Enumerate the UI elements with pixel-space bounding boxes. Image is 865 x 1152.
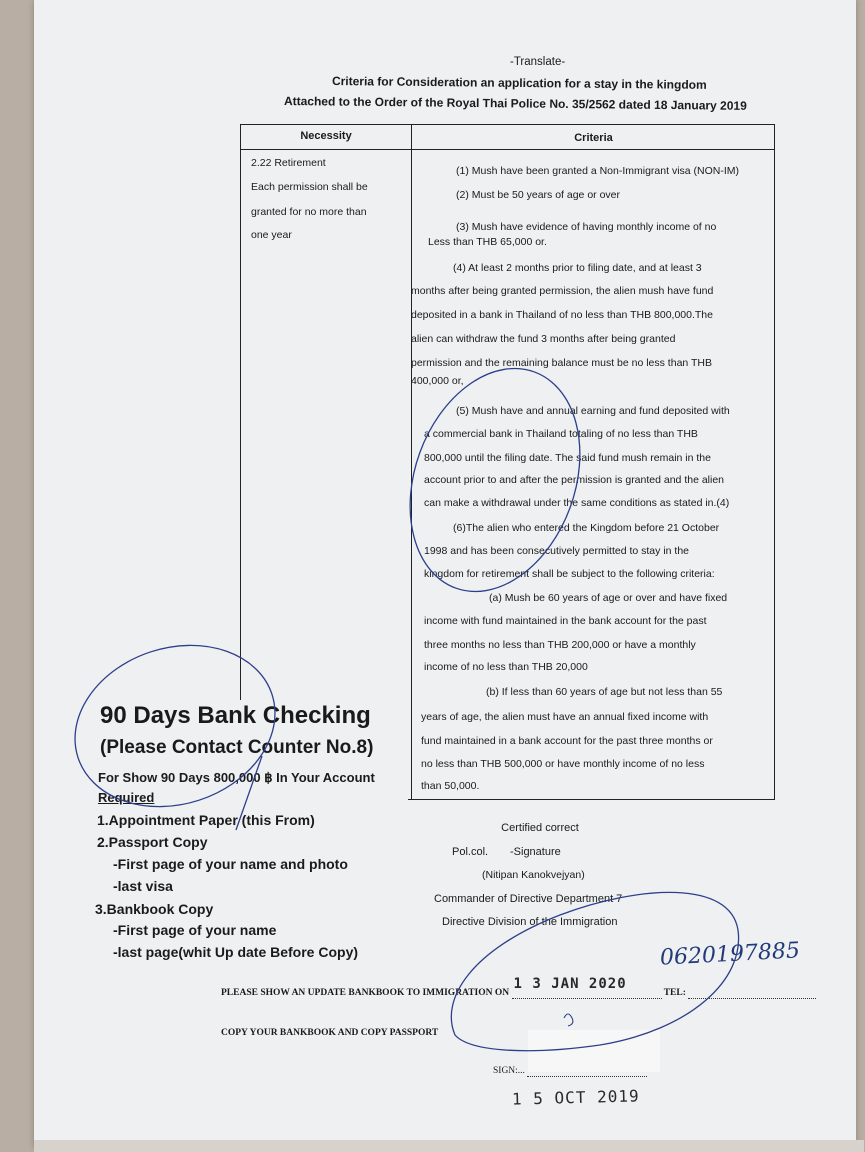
- criteria-line: a commercial bank in Thailand totaling of no less than THB: [424, 428, 698, 440]
- criteria-line: 800,000 until the filing date. The said fund mush remain in the: [424, 452, 711, 464]
- criteria-line: (b) If less than 60 years of age but not less than 55: [486, 686, 723, 698]
- cert-title-1: Commander of Directive Department 7: [434, 893, 623, 905]
- header-line-1: Criteria for Consideration an application for a stay in the kingdom: [331, 74, 707, 92]
- certified-correct: Certified correct: [501, 822, 579, 834]
- criteria-line: income of no less than THB 20,000: [424, 661, 588, 673]
- received-date-stamp: 1 5 OCT 2019: [511, 1086, 640, 1109]
- header-line-2: Attached to the Order of the Royal Thai Police No. 35/2562 dated 18 January 2019: [283, 94, 747, 113]
- update-bankbook-label: PLEASE SHOW AN UPDATE BANKBOOK TO IMMIGRATION ON: [221, 988, 510, 998]
- cert-name: (Nitipan Kanokvejyan): [482, 869, 585, 881]
- notice-required: Required: [98, 790, 155, 805]
- cert-signature: -Signature: [510, 846, 561, 858]
- criteria-line: can make a withdrawal under the same conditions as stated in.(4): [424, 497, 730, 509]
- necessity-line: Each permission shall be: [251, 181, 368, 193]
- required-item: 3.Bankbook Copy: [95, 901, 214, 917]
- cert-title-2: Directive Division of the Immigration: [442, 916, 618, 928]
- criteria-line: (4) At least 2 months prior to filing date, and at least 3: [453, 262, 702, 274]
- column-header-necessity: Necessity: [300, 130, 352, 142]
- criteria-line: Less than THB 65,000 or.: [428, 236, 547, 248]
- pen-circle-notice: [54, 620, 296, 831]
- criteria-line: account prior to and after the permission is granted and the alien: [424, 474, 725, 486]
- sign-label: SIGN:...: [493, 1066, 525, 1076]
- notice-subtitle: (Please Contact Counter No.8): [100, 737, 374, 758]
- required-item: -First page of your name and photo: [113, 856, 348, 872]
- criteria-line: three months no less than THB 200,000 or have a monthly: [424, 639, 696, 651]
- criteria-line: than 50,000.: [421, 780, 480, 792]
- required-item: -last page(whit Up date Before Copy): [113, 944, 359, 960]
- pen-circle-criteria-5: [380, 345, 609, 616]
- required-item: -First page of your name: [113, 922, 277, 938]
- column-header-criteria: Criteria: [574, 132, 613, 144]
- update-date-stamp: 1 3 JAN 2020: [513, 976, 627, 992]
- criteria-line: years of age, the alien must have an annual fixed income with: [421, 711, 709, 723]
- notice-title: 90 Days Bank Checking: [100, 702, 371, 729]
- necessity-line: 2.22 Retirement: [251, 157, 326, 169]
- criteria-line: income with fund maintained in the bank account for the past: [424, 615, 707, 627]
- criteria-line: 1998 and has been consecutively permitted to stay in the: [424, 545, 690, 557]
- criteria-line: permission and the remaining balance must be no less than THB: [411, 357, 712, 369]
- notice-show-amount: For Show 90 Days 800,000 ฿ In Your Account: [98, 770, 375, 785]
- criteria-line: no less than THB 500,000 or have monthly income of no less: [421, 758, 705, 770]
- criteria-line: alien can withdraw the fund 3 months after being granted: [411, 333, 676, 345]
- criteria-line: (1) Mush have been granted a Non-Immigrant visa (NON-IM): [456, 165, 740, 177]
- pen-circle-footer: [451, 892, 738, 1050]
- handwritten-phone: 0620197885: [659, 938, 801, 971]
- necessity-line: granted for no more than: [251, 206, 367, 218]
- pen-mark: [564, 1014, 573, 1026]
- criteria-line: 400,000 or,: [411, 375, 464, 387]
- criteria-line: fund maintained in a bank account for the past three months or: [421, 735, 713, 747]
- criteria-line: months after being granted permission, the alien mush have fund: [411, 285, 714, 297]
- criteria-line: (5) Mush have and annual earning and fund deposited with: [456, 405, 730, 417]
- criteria-line: (2) Must be 50 years of age or over: [456, 189, 620, 201]
- criteria-line: (3) Mush have evidence of having monthly income of no: [456, 221, 717, 233]
- pen-stroke: [236, 756, 262, 830]
- translate-label: -Translate-: [510, 56, 566, 68]
- criteria-line: (a) Mush be 60 years of age or over and have fixed: [489, 592, 728, 604]
- criteria-line: deposited in a bank in Thailand of no less than THB 800,000.The: [411, 309, 713, 321]
- copy-documents-notice: COPY YOUR BANKBOOK AND COPY PASSPORT: [221, 1028, 439, 1038]
- required-item: 2.Passport Copy: [97, 834, 208, 850]
- criteria-line: kingdom for retirement shall be subject to the following criteria:: [424, 568, 715, 580]
- required-item: 1.Appointment Paper (this From): [97, 812, 315, 828]
- criteria-line: (6)The alien who entered the Kingdom before 21 October: [453, 522, 720, 534]
- required-item: -last visa: [113, 878, 173, 894]
- tel-label: TEL:: [663, 988, 686, 998]
- necessity-line: one year: [251, 229, 292, 241]
- cert-rank: Pol.col.: [452, 846, 489, 858]
